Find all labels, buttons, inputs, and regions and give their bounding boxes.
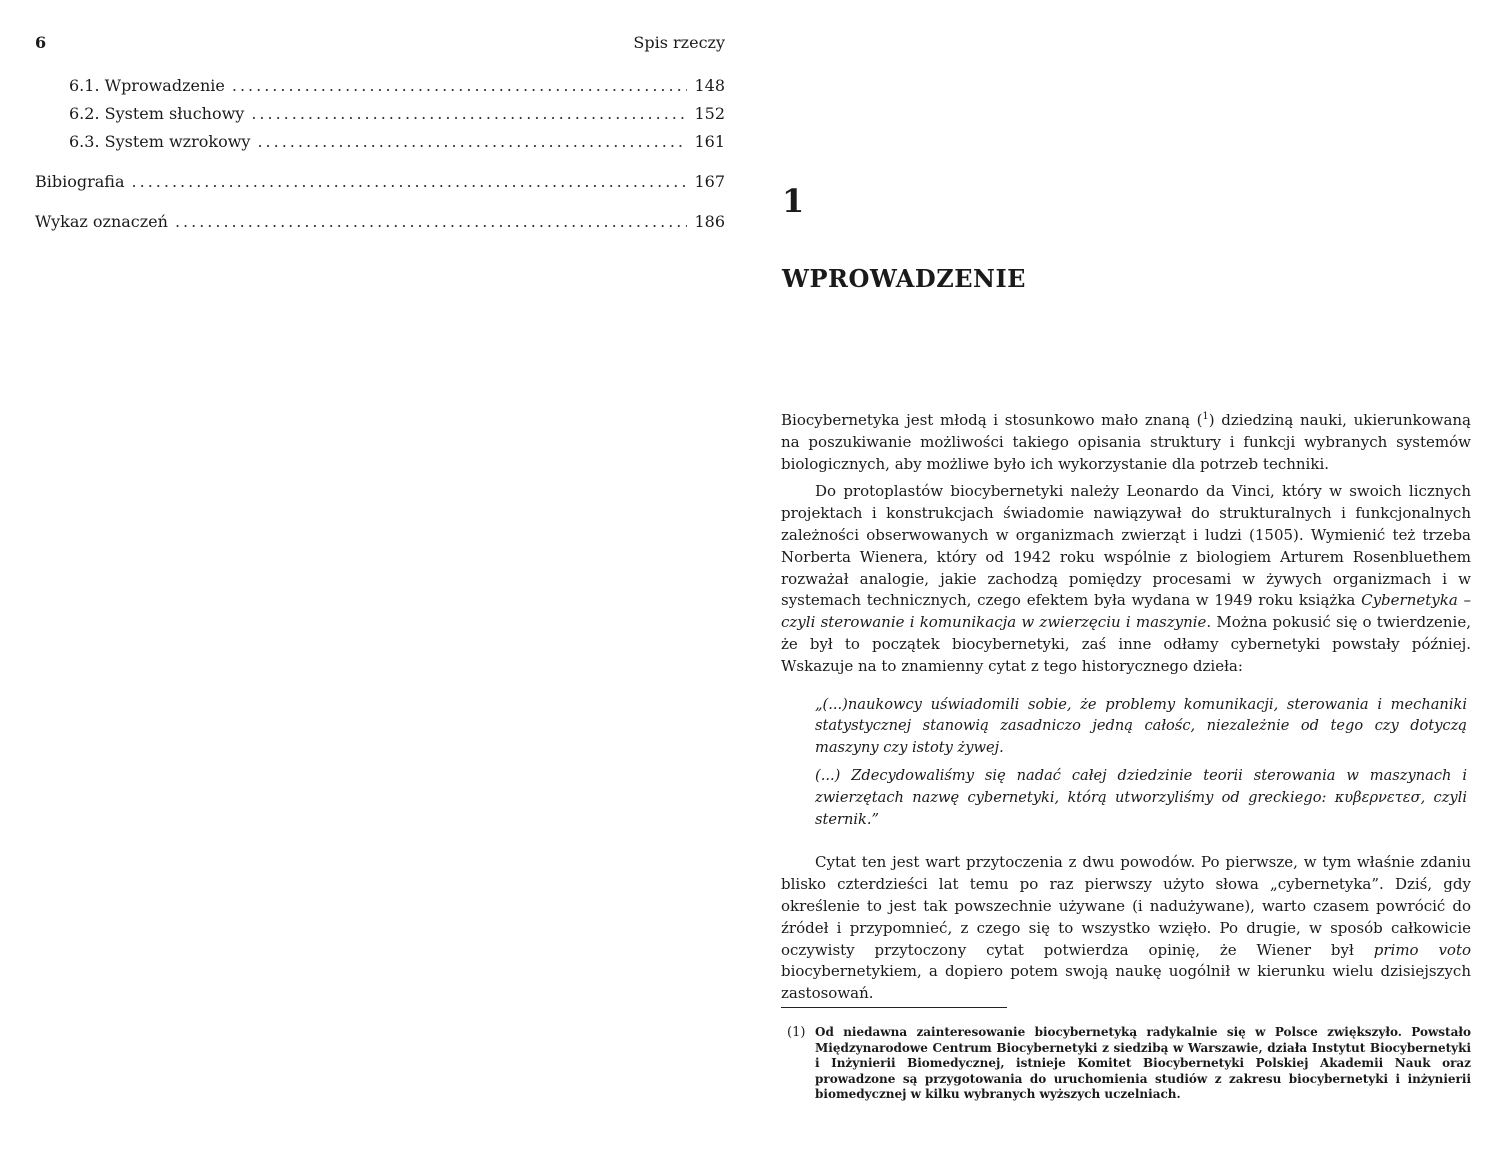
paragraph-text: ) dziedziną nauki, ukierunkowaną na poszukiwanie możliwości takiego opisania struktury i funkcji wybranych systemów biologicznych, aby możliwe było ich wykorzystanie dla potrzeb techniki. — [781, 411, 1471, 473]
toc-leader-dots — [232, 76, 688, 95]
page-number: 6 — [35, 33, 47, 52]
toc-entry — [35, 76, 725, 104]
toc-entry-page: 148 — [694, 76, 725, 95]
footnote — [787, 1025, 1471, 1103]
toc-entry-page: 161 — [694, 132, 725, 151]
block-quote — [815, 694, 1467, 831]
toc-entry-page: 167 — [694, 172, 725, 191]
paragraph-text: Cytat ten jest wart przytoczenia z dwu powodów. Po pierwsze, w tym właśnie zdaniu blisko czterdzieści lat temu po raz pierwszy użyto słowa „cybernetyka”. Dziś, gdy określenie to jest tak powszechnie używane (i nadużywane), warto czasem powrócić do źródeł i przypomnieć, z czego się to wszystko wzięło. Po drugie, w sposób całkowicie oczywisty przytoczony cytat potwierdza opinię, że Wiener był — [781, 853, 1471, 959]
running-title: Spis rzeczy — [633, 33, 725, 52]
paragraph — [781, 410, 1471, 475]
latin-phrase: primo voto — [1373, 940, 1472, 959]
footnote-marker: (1) — [787, 1025, 806, 1040]
running-head — [35, 33, 725, 55]
paragraph-text: Biocybernetyka jest młodą i stosunkowo mało znaną ( — [781, 411, 1203, 429]
paragraph-text: biocybernetykiem, a dopiero potem swoją naukę uogólnił w kierunku wielu dzisiejszych zastosowań. — [781, 962, 1471, 1003]
toc-entry — [35, 172, 725, 212]
paragraph — [781, 852, 1471, 1005]
toc-entry-label: Bibiografia — [35, 172, 125, 191]
toc-entry-page: 152 — [694, 104, 725, 123]
footnote-text: Od niedawna zainteresowanie biocybernetyką radykalnie się w Polsce zwiększyło. Powstało Międzynarodowe Centrum Biocybernetyki z siedzibą w Warszawie, działa Instytut Biocybernetyki i Inżynierii Biomedycznej, istnieje Komitet Biocybernetyki Polskiej Akademii Nauk oraz prowadzone są przygotowania do uruchomienia studiów z zakresu biocybernetyki i inżynierii biomedycznej w kilku wybranych wyższych uczelniach. — [815, 1025, 1471, 1102]
toc-entry-label: Wykaz oznaczeń — [35, 212, 168, 231]
footnote-divider — [781, 1007, 1007, 1008]
table-of-contents — [35, 76, 725, 252]
quote-paragraph: „(...)naukowcy uświadomili sobie, że problemy komunikacji, sterowania i mechaniki statystycznej stanowią zasadniczo jedną całośc, niezależnie od tego czy dotyczą maszyny czy istoty żywej. — [815, 695, 1467, 757]
toc-entry — [35, 132, 725, 160]
toc-entry-label: 6.3. System wzrokowy — [69, 132, 251, 151]
right-page — [750, 0, 1500, 1155]
toc-entry-label: 6.2. System słuchowy — [69, 104, 245, 123]
book-title: Cybernetyka – czyli sterowanie i komunikacja w zwierzęciu i maszynie. — [781, 591, 1471, 632]
toc-leader-dots — [257, 132, 687, 151]
chapter-body — [781, 410, 1471, 1005]
chapter-title: WPROWADZENIE — [782, 264, 1026, 293]
toc-entry-label: 6.1. Wprowadzenie — [69, 76, 225, 95]
chapter-number: 1 — [782, 182, 805, 220]
toc-leader-dots — [175, 212, 688, 231]
toc-entry — [35, 104, 725, 132]
toc-entry-page: 186 — [694, 212, 725, 231]
toc-entry — [35, 212, 725, 252]
paragraph-text: Można pokusić się o twierdzenie, że był to początek biocybernetyki, zaś inne odłamy cybernetyki powstały później. Wskazuje na to znamienny cytat z tego historycznego dzieła: — [781, 613, 1471, 675]
toc-leader-dots — [132, 172, 688, 191]
footnote-reference: 1 — [1202, 411, 1209, 422]
quote-paragraph: (...) Zdecydowaliśmy się nadać całej dziedzinie teorii sterowania w maszynach i zwierzętach nazwę cybernetyki, którą utworzyliśmy od greckiego: κυβερνετεσ, czyli sternik.” — [815, 766, 1467, 828]
paragraph-text: Do protoplastów biocybernetyki należy Leonardo da Vinci, który w swoich licznych projektach i konstrukcjach świadomie nawiązywał do strukturalnych i funkcjonalnych zależności obserwowanych w organizmach zwierząt i ludzi (1505). Wymienić też trzeba Norberta Wienera, który od 1942 roku wspólnie z biologiem Arturem Rosenbluethem rozważał analogie, jakie zachodzą pomiędzy procesami w żywych organizmach i w systemach technicznych, czego efektem była wydana w 1949 roku książka — [781, 482, 1471, 610]
toc-leader-dots — [251, 104, 687, 123]
paragraph — [781, 481, 1471, 677]
